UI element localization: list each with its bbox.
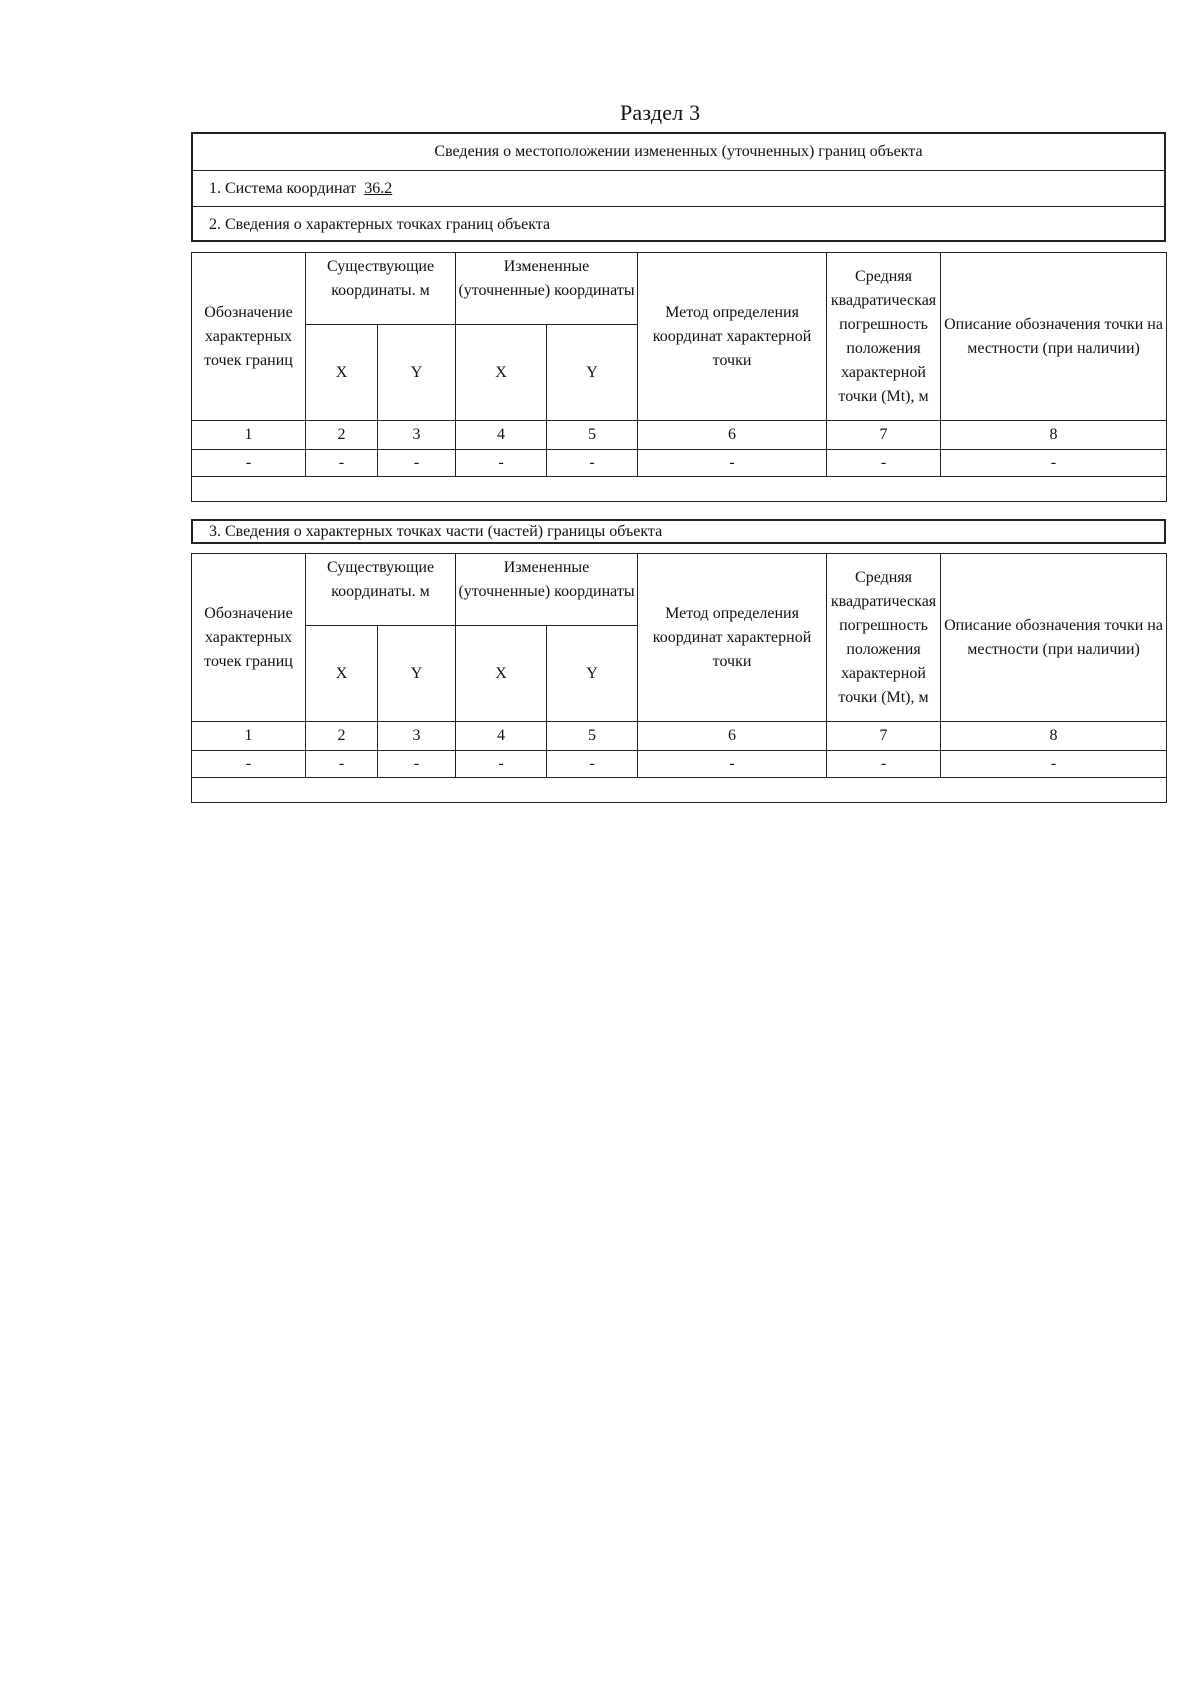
column-number-row (192, 722, 1167, 751)
header-error: Средняя квадратическая погрешность положения характерной точки (Mt), м (827, 554, 941, 722)
header-error: Средняя квадратическая погрешность положения характерной точки (Mt), м (827, 253, 941, 421)
table-cell: - (456, 751, 547, 778)
header-changed-coords: Измененные (уточненные) координаты (456, 253, 638, 325)
empty-cell (192, 778, 1167, 803)
header-existing-coords: Существующие координаты. м (306, 554, 456, 626)
table-cell: - (941, 751, 1167, 778)
header-existing-y: Y (378, 626, 456, 722)
empty-row (192, 778, 1167, 803)
table-cell: - (192, 751, 306, 778)
part-points-table (191, 553, 1167, 803)
boundary-points-table (191, 252, 1167, 502)
column-number-row (192, 421, 1167, 450)
column-number: 5 (547, 722, 638, 751)
column-number: 8 (941, 421, 1167, 450)
table-row (192, 450, 1167, 477)
column-number: 6 (638, 421, 827, 450)
table-cell: - (306, 751, 378, 778)
table-cell: - (547, 751, 638, 778)
header-designation: Обозначение характерных точек границ (192, 554, 306, 722)
column-number: 7 (827, 421, 941, 450)
section-title: Раздел 3 (620, 100, 701, 125)
coordinate-system-value: 36.2 (364, 179, 393, 197)
table-cell: - (456, 450, 547, 477)
header-changed-coords: Измененные (уточненные) координаты (456, 554, 638, 626)
table-cell: - (827, 751, 941, 778)
column-number: 4 (456, 421, 547, 450)
header-changed-y: Y (547, 325, 638, 421)
table-cell: - (378, 751, 456, 778)
column-number: 3 (378, 722, 456, 751)
column-number: 5 (547, 421, 638, 450)
column-number: 6 (638, 722, 827, 751)
empty-cell (192, 477, 1167, 502)
column-number: 2 (306, 421, 378, 450)
column-number: 1 (192, 722, 306, 751)
header-method: Метод определения координат характерной точки (638, 554, 827, 722)
column-number: 4 (456, 722, 547, 751)
column-number: 1 (192, 421, 306, 450)
table-cell: - (638, 751, 827, 778)
header-description: Описание обозначения точки на местности (при наличии) (941, 554, 1167, 722)
boundary-info-box (191, 132, 1166, 242)
header-method: Метод определения координат характерной точки (638, 253, 827, 421)
table-row (192, 751, 1167, 778)
column-number: 8 (941, 722, 1167, 751)
header-changed-x: X (456, 626, 547, 722)
table-cell: - (378, 450, 456, 477)
header-existing-x: X (306, 626, 378, 722)
header-designation: Обозначение характерных точек границ (192, 253, 306, 421)
column-number: 2 (306, 722, 378, 751)
table-cell: - (827, 450, 941, 477)
header-existing-x: X (306, 325, 378, 421)
table-cell: - (306, 450, 378, 477)
table-cell: - (941, 450, 1167, 477)
header-existing-coords: Существующие координаты. м (306, 253, 456, 325)
header-description: Описание обозначения точки на местности (при наличии) (941, 253, 1167, 421)
coordinate-system-label: 1. Система координат (209, 179, 357, 197)
column-number: 7 (827, 722, 941, 751)
table-cell: - (547, 450, 638, 477)
coordinate-system-row (193, 171, 1164, 207)
header-changed-y: Y (547, 626, 638, 722)
header-existing-y: Y (378, 325, 456, 421)
column-number: 3 (378, 421, 456, 450)
table-cell: - (192, 450, 306, 477)
boundary-info-heading: Сведения о местоположении измененных (уточненных) границ объекта (193, 134, 1164, 171)
table-cell: - (638, 450, 827, 477)
header-changed-x: X (456, 325, 547, 421)
points-heading: 2. Сведения о характерных точках границ объекта (209, 215, 551, 233)
part-points-heading: 3. Сведения о характерных точках части (частей) границы объекта (191, 519, 1166, 544)
empty-row (192, 477, 1167, 502)
